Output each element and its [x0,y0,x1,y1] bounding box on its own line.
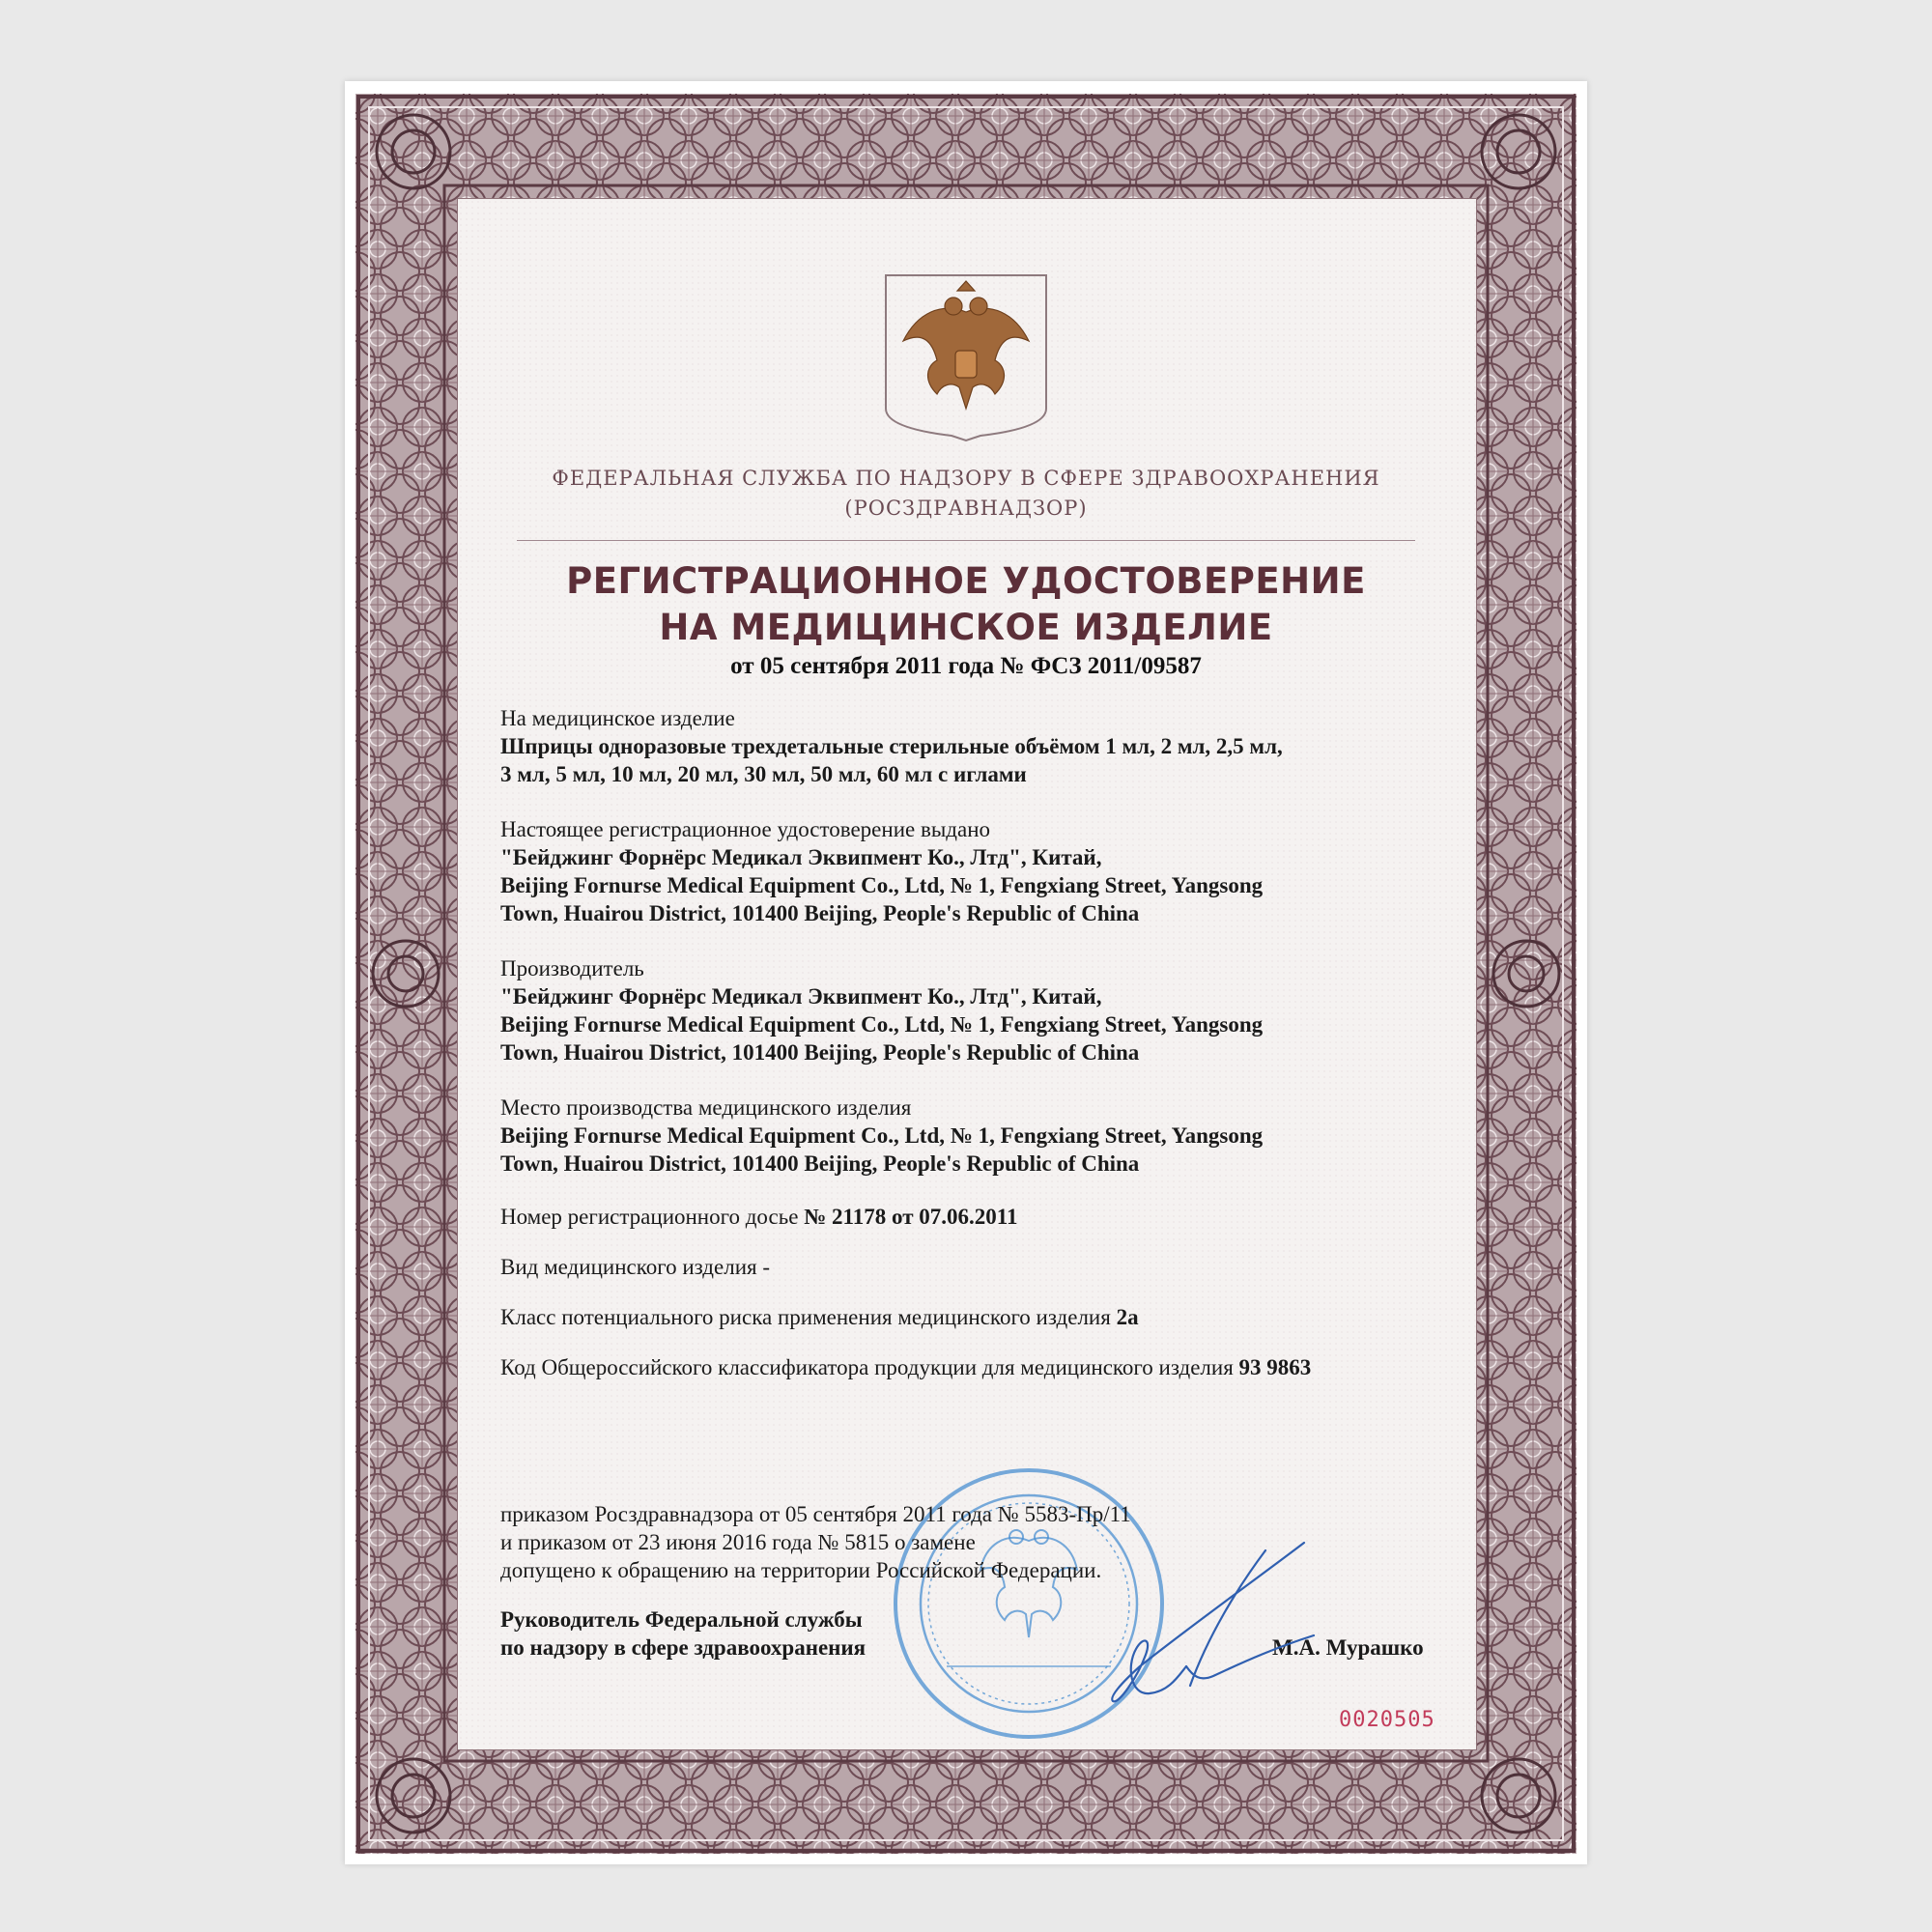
production-site-line2: Town, Huairou District, 101400 Beijing, People's Republic of China [500,1151,1140,1176]
manufacturer-line3: Town, Huairou District, 101400 Beijing, People's Republic of China [500,1040,1140,1065]
manufacturer-label: Производитель [500,956,644,980]
device-name-cont: 3 мл, 5 мл, 10 мл, 20 мл, 30 мл, 50 мл, 60 мл с иглами [500,762,1027,786]
agency-abbreviation: (РОСЗДРАВНАДЗОР) [844,497,1088,520]
dossier-value: № 21178 от 07.06.2011 [804,1205,1018,1229]
certificate-date-number: от 05 сентября 2011 года № ФСЗ 2011/09587 [730,653,1202,679]
production-site-line1: Beijing Fornurse Medical Equipment Co., Ltd, № 1, Fengxiang Street, Yangsong [500,1123,1264,1148]
issued-to-line1: "Бейджинг Форнёрс Медикал Эквипмент Ко., Лтд", Китай, [500,845,1102,869]
dossier-label: Номер регистрационного досье [500,1205,799,1229]
device-label: На медицинское изделие [500,706,735,730]
risk-class-row [500,1303,1139,1331]
manufacturer-line2: Beijing Fornurse Medical Equipment Co., Ltd, № 1, Fengxiang Street, Yangsong [500,1012,1264,1037]
issued-to-line2: Beijing Fornurse Medical Equipment Co., Ltd, № 1, Fengxiang Street, Yangsong [500,873,1264,897]
issued-to-line3: Town, Huairou District, 101400 Beijing, People's Republic of China [500,901,1140,925]
agency-name: ФЕДЕРАЛЬНАЯ СЛУЖБА ПО НАДЗОРУ В СФЕРЕ ЗДРАВООХРАНЕНИЯ [552,467,1380,490]
okp-code-label: Код Общероссийского классификатора продукции для медицинского изделия [500,1355,1234,1379]
signatory-title: Руководитель Федеральной службы [500,1607,863,1632]
header-divider [517,540,1415,541]
production-site-label: Место производства медицинского изделия [500,1095,912,1120]
orders-line3: допущено к обращению на территории Российской Федерации. [500,1558,1102,1582]
risk-class-label: Класс потенциального риска применения медицинского изделия [500,1305,1111,1329]
certificate-title-line2: НА МЕДИЦИНСКОЕ ИЗДЕЛИЕ [659,607,1273,648]
coat-of-arms-emblem [884,273,1048,442]
certificate-title: РЕГИСТРАЦИОННОЕ УДОСТОВЕРЕНИЕ [566,560,1366,602]
device-type-label: Вид медицинского изделия - [500,1255,770,1279]
manufacturer-line1: "Бейджинг Форнёрс Медикал Эквипмент Ко., Лтд", Китай, [500,984,1102,1009]
handwritten-signature [1024,1531,1333,1715]
signatory-name: М.А. Мурашко [1272,1635,1424,1660]
device-name: Шприцы одноразовые трехдетальные стерильные объёмом 1 мл, 2 мл, 2,5 мл, [500,734,1283,758]
okp-code-row [500,1353,1311,1381]
orders-line1: приказом Росздравнадзора от 05 сентября 2011 года № 5583-Пр/11 [500,1502,1131,1526]
serial-number: 0020505 [1339,1708,1435,1732]
dossier-row [500,1203,1018,1231]
signatory-title-line2: по надзору в сфере здравоохранения [500,1635,867,1660]
okp-code-value: 93 9863 [1238,1355,1312,1379]
issued-to-label: Настоящее регистрационное удостоверение выдано [500,817,990,841]
orders-line2: и приказом от 23 июня 2016 года № 5815 о замене [500,1530,976,1554]
risk-class-value: 2а [1116,1305,1139,1329]
